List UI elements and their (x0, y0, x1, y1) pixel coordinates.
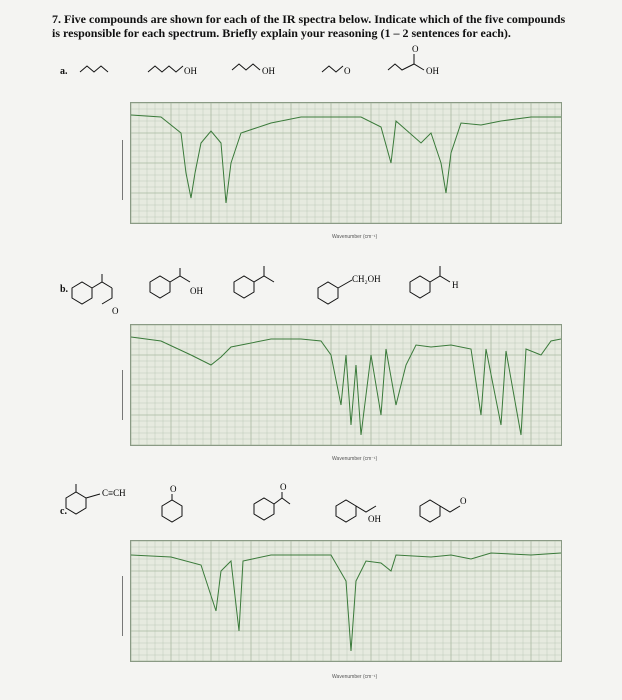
svg-text:O: O (412, 44, 419, 54)
part-b-compound-1-o: O (112, 306, 119, 316)
part-c-compound-4 (336, 494, 396, 533)
part-a-trace (131, 115, 561, 203)
part-a-compound-2-oh: OH (184, 66, 197, 76)
part-a-compound-2 (148, 56, 208, 83)
part-b-spectrum (130, 324, 562, 446)
part-b-x-axis-label: Wavenumber (cm⁻¹) (332, 456, 378, 462)
part-a-compound-5-oh: OH (426, 66, 439, 76)
question-text (52, 12, 572, 40)
part-b-spectrum-plot (131, 325, 561, 445)
part-c-compound-5-o: O (460, 496, 467, 506)
part-b-compound-2 (150, 268, 210, 307)
part-a-grid (131, 103, 561, 223)
part-c-compound-3 (254, 484, 304, 529)
part-c-compound-5 (420, 492, 480, 531)
question-number: 7. (52, 12, 61, 26)
part-c-compound-3-o: O (280, 482, 287, 492)
part-a-compound-1 (80, 62, 110, 81)
part-c-spectrum (130, 540, 562, 662)
part-a-spectrum-plot (131, 103, 561, 223)
part-c-compound-1 (66, 484, 146, 529)
part-c-compound-2 (162, 486, 192, 531)
part-c-spectrum-plot (131, 541, 561, 661)
part-b-compound-2-oh: OH (190, 286, 203, 296)
part-b-compound-3 (234, 266, 284, 305)
part-c-label: c. (60, 506, 67, 517)
part-a-y-axis (118, 110, 128, 230)
part-b-x-ticks (130, 448, 560, 454)
part-a-compound-3-oh: OH (262, 66, 275, 76)
part-a-compound-5 (388, 44, 448, 83)
part-b-grid (131, 325, 561, 445)
question-body: Five compounds are shown for each of the IR spectra below. Indicate which of the five compounds is responsible for each spectrum. Briefly explain your reasoning (1 – 2 sentences for each). (52, 12, 566, 40)
part-b-compound-5 (410, 266, 470, 305)
part-b-compound-5-h: H (452, 280, 459, 290)
part-c-compound-4-oh: OH (368, 514, 381, 524)
part-c-x-ticks (130, 664, 560, 670)
part-c-compound-2-o: O (170, 484, 177, 494)
part-b-label: b. (60, 284, 69, 295)
part-c-y-axis (118, 546, 128, 666)
part-a-compound-3 (232, 56, 292, 83)
part-a-x-axis-label: Wavenumber (cm⁻¹) (332, 234, 378, 240)
part-c-grid (131, 541, 561, 661)
part-b-y-axis (118, 330, 128, 450)
part-a-spectrum (130, 102, 562, 224)
part-a-x-ticks (130, 226, 560, 232)
part-a-compound-4 (322, 58, 362, 83)
part-b-trace (131, 337, 561, 435)
part-b-compound-1 (72, 274, 132, 316)
part-c-x-axis-label: Wavenumber (cm⁻¹) (332, 674, 378, 680)
part-b-compound-4 (318, 272, 408, 311)
part-c-trace (131, 553, 561, 651)
part-c-compound-1-alkyne: C≡CH (102, 488, 126, 498)
part-a-label: a. (60, 66, 68, 77)
part-a-compound-4-o: O (344, 66, 351, 76)
part-b-compound-4-ch2oh: CH₂OH (352, 274, 381, 284)
